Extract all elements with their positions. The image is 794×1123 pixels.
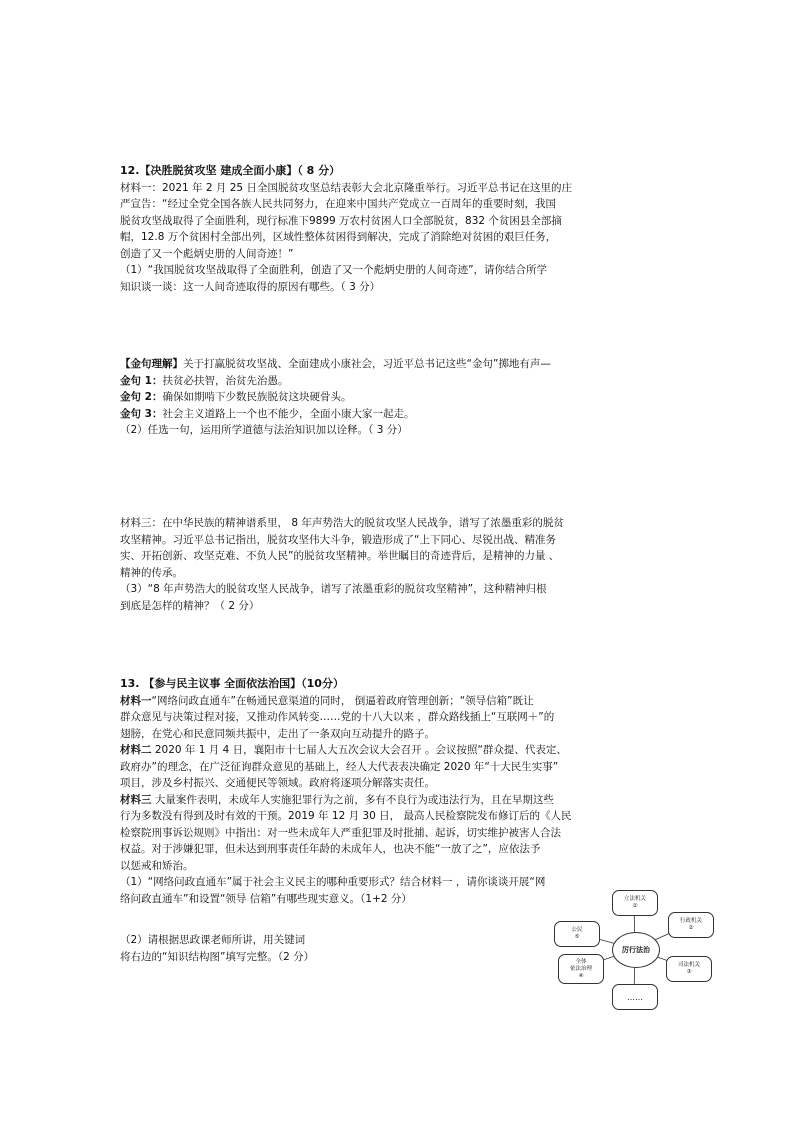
- q12-sub3-line: 到底是怎样的精神？（ 2 分）: [120, 599, 260, 612]
- question-12: [120, 163, 680, 295]
- golden-sentences: [120, 356, 680, 439]
- q13-sub1-line: 络问政直通车”和设置“领导 信箱”有哪些现实意义。（1+2 分）: [120, 892, 412, 905]
- golden-intro: 【金句理解】关于打赢脱贫攻坚战、全面建成小康社会，习近平总书记这些“金句”掷地有声—: [120, 358, 551, 370]
- q13-material-2-line: 材料二 2020 年 1 月 4 日，襄阳市十七届人大五次会议大会召开 。会议按照“群众提、代表定、: [120, 744, 567, 756]
- node-judiciary: 司法机关 ③: [666, 956, 712, 982]
- q12-sub1-line: （1）“我国脱贫攻坚战取得了全面胜利，创造了又一个彪炳史册的人间奇迹”，请你结合所学: [120, 264, 548, 276]
- node-citizen: 公民 ⑤: [554, 921, 600, 947]
- node-ellipsis: ……: [612, 984, 658, 1010]
- q13-material-3-line: 材料三 大量案件表明，未成年人实施犯罪行为之前，多有不良行为或违法行为，且在早期这些: [120, 793, 554, 806]
- q12-sub3-line: （3）“8 年声势浩大的脱贫攻坚人民战争，谱写了浓墨重彩的脱贫攻坚精神”，这种精神归根: [120, 583, 547, 595]
- q12-material-1-line: 材料一：2021 年 2 月 25 日全国脱贫攻坚总结表彰大会北京隆重举行。习近平总书记在这里的庄: [120, 181, 572, 194]
- question-13: [120, 676, 680, 907]
- q13-sub2-line: （2）请根据思政课老师所讲，用关键词: [120, 934, 306, 946]
- q13-sub1-line: （1）“网络问政直通车”属于社会主义民主的哪种重要形式？结合材料一 ，请你谈谈开展“网: [120, 876, 546, 888]
- q12-material-1-line: 严宣告：“经过全党全国各族人民共同努力，在迎来中国共产党成立一百周年的重要时刻，我国: [120, 198, 556, 210]
- q12-title: 12.【决胜脱贫攻坚 建成全面小康】（ 8 分）: [120, 164, 341, 177]
- q13-material-3-line: 权益。对于涉嫌犯罪，但未达到刑事责任年龄的未成年人，也决不能“一放了之”，应依法予: [120, 843, 541, 855]
- q13-material-2-line: 项目，涉及乡村振兴、交通便民等领域。政府将逐项分解落实责任。: [120, 777, 435, 789]
- q13-material-3-line: 检察院刑事诉讼规则》中指出：对一些未成年人严重犯罪及时批捕、起诉，切实维护被害人合法: [120, 826, 561, 839]
- q12-material-3: [120, 515, 680, 614]
- q12-material-3-line: 攻坚精神。习近平总书记指出，脱贫攻坚伟大斗争，锻造形成了“上下同心、尽锐出战、精准务: [120, 533, 556, 546]
- q13-material-1-line: 群众意见与决策过程对接，又推动作风转变……党的十八大以来 ，群众路线插上“互联网＋”的: [120, 711, 555, 723]
- q13-sub2: [120, 932, 420, 965]
- golden-title: 【金句理解】: [120, 358, 183, 370]
- q12-material-1-line: 脱贫攻坚战取得了全面胜利，现行标准下9899 万农村贫困人口全部脱贫，832 个贫困县全部摘: [120, 214, 562, 227]
- q12-material-1-line: 帽，12.8 万个贫困村全部出列，区域性整体贫困得到解决，完成了消除绝对贫困的艰巨任务，: [120, 231, 557, 243]
- q13-material-1-line: 翅膀，在党心和民意同频共振中，走出了一条双向互动提升的路子。: [120, 727, 435, 740]
- q13-material-3-line: 以惩戒和矫治。: [120, 859, 194, 872]
- q12-sub2: （2）任选一句，运用所学道德与法治知识加以诠释。（ 3 分）: [120, 424, 408, 436]
- q13-material-3-line: 行为多数没有得到及时有效的干预。2019 年 12 月 30 日， 最高人民检察院发布修订后的《人民: [120, 810, 572, 822]
- q13-title: 13. 【参与民主议事 全面依法治国】（10分）: [120, 677, 344, 690]
- q12-material-3-line: 材料三：在中华民族的精神谱系里， 8 年声势浩大的脱贫攻坚人民战争，谱写了浓墨重彩的脱贫: [120, 517, 564, 529]
- q13-material-1-line: 材料一“网络问政直通车”在畅通民意渠道的同时， 倒逼着政府管理创新；“领导信箱”既让: [120, 694, 534, 707]
- golden-sentence: 金句 3：社会主义道路上一个也不能少，全面小康大家一起走。: [120, 407, 415, 420]
- q13-sub2-line: 将右边的“知识结构图”填写完整。（2 分）: [120, 950, 315, 963]
- node-executive: 行政机关 ②: [668, 912, 714, 938]
- q13-material-2-line: 政府办”的理念，在广泛征询群众意见的基础上，经人大代表表决确定 2020 年“十大民生实事”: [120, 760, 559, 773]
- knowledge-structure-diagram: [550, 888, 720, 1010]
- node-rule-of-law-center: 厉行法治: [612, 932, 660, 968]
- q12-material-3-line: 精神的传承。: [120, 566, 183, 579]
- q12-material-1-line: 创造了又一个彪炳史册的人间奇迹！”: [120, 247, 294, 260]
- node-all-governance: 全体 依法治理 ④: [558, 954, 604, 984]
- q12-material-3-line: 实、开拓创新、攻坚克难、不负人民”的脱贫攻坚精神。举世瞩目的奇迹背后，是精神的力量 、: [120, 550, 560, 562]
- golden-sentence: 金句 1：扶贫必扶智，治贫先治愚。: [120, 374, 289, 387]
- q12-sub1-line: 知识谈一谈：这一人间奇迹取得的原因有哪些。（ 3 分）: [120, 280, 381, 293]
- golden-sentence: 金句 2：确保如期啃下少数民族脱贫这块硬骨头。: [120, 391, 352, 403]
- node-legislature: 立法机关 ①: [612, 890, 658, 916]
